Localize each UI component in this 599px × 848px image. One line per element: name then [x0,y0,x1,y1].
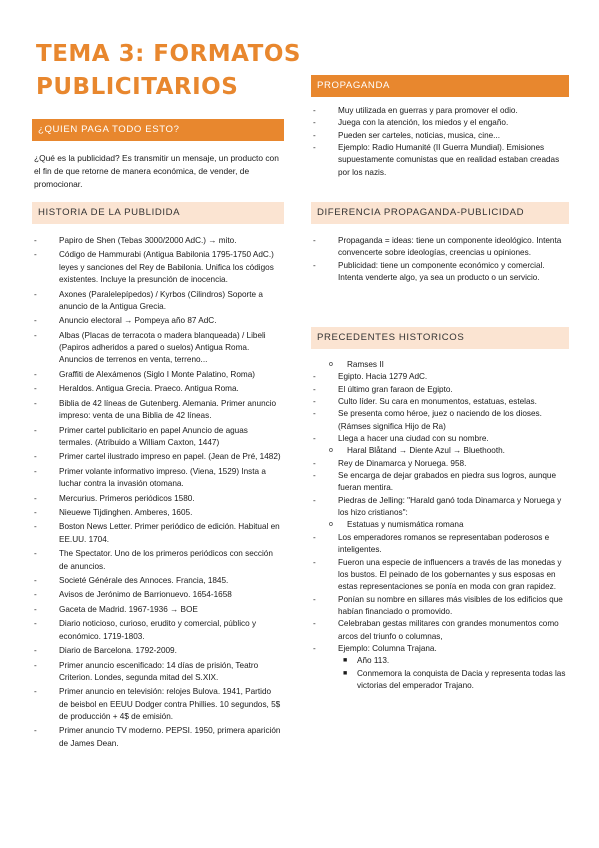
list-item [34,330,282,367]
list-item [34,686,282,723]
list-item-text: Primer cartel publicitario en papel Anuncio de aguas termales. (Atribuido a William Caxton, 1447) [59,425,248,447]
bullet-marker: - [313,130,316,140]
propaganda-list [313,105,567,179]
page-title: TEMA 3: FORMATOS PUBLICITARIOS [36,41,301,100]
list-item [313,433,567,445]
bullet-marker: - [313,594,316,604]
list-item [313,532,567,557]
list-item-text: Mercurius. Primeros periódicos 1580. [59,493,195,503]
bullet-marker: - [313,397,316,407]
list-item [313,594,567,619]
bullet-marker: - [34,316,37,326]
list-item [34,249,282,286]
who-pays-text: ¿Qué es la publicidad? Es transmitir un mensaje, un producto con el fin de que retorne de manera económica, de vender, de promocionar. [34,153,279,189]
bullet-marker: - [34,576,37,585]
bullet-marker: - [34,384,37,394]
list-item [313,359,567,371]
list-item-text: Primer anuncio TV moderno. PEPSI. 1950, primera aparición de James Dean. [59,726,281,748]
list-item [313,235,567,260]
bullet-marker: - [34,250,37,260]
list-item [313,643,567,655]
bullet-marker: - [34,236,37,245]
bullet-marker: - [313,384,316,394]
list-item-text: Anuncio electoral → Pompeya año 87 AdC. [59,316,217,326]
history-heading: HISTORIA DE LA PUBLIDIDA [32,202,284,224]
bullet-marker: o [329,447,333,455]
bullet-marker: - [34,398,37,408]
list-item-text: Pueden ser carteles, noticias, musica, cine... [338,130,501,140]
bullet-marker: - [34,660,37,670]
list-item-text: Ejemplo: Radio Humanité (II Guerra Mundial). Emisiones supuestamente comunistas que en realidad estaban creadas por los nazis. [338,143,560,177]
bullet-marker: - [313,434,316,444]
bullet-marker: - [34,466,37,476]
list-item-text: Heraldos. Antigua Grecia. Praeco. Antigua Roma. [59,384,239,394]
list-item-text: Nieuewe Tijdinghen. Amberes, 1605. [59,508,193,517]
list-item-text: Juega con la atención, los miedos y el engaño. [338,118,509,128]
bullet-marker: - [34,369,37,379]
list-item-text: Propaganda = ideas: tiene un componente ideológico. Intenta convencerte sobre ideologías, creencias u opiniones. [338,236,562,258]
list-item-text: Gaceta de Madrid. 1967-1936 → BOE [59,604,198,614]
bullet-marker: - [313,236,316,245]
list-item [34,604,282,616]
list-item-text: Estatuas y numismática romana [347,520,464,530]
list-item-text: Culto líder. Su cara en monumentos, estatuas, estelas. [338,397,537,407]
list-item [34,315,282,327]
bullet-marker: - [313,495,316,505]
history-list [34,235,282,752]
list-item-text: Boston News Letter. Primer periódico de edición. Habitual en EE.UU. 1704. [59,522,280,544]
list-item [313,557,567,594]
list-item [34,507,282,519]
bullet-marker: - [34,687,37,697]
bullet-marker: - [34,508,37,517]
list-item-text: Societé Générale des Annoces. Francia, 1845. [59,576,229,585]
list-item-text: Graffiti de Alexámenos (Siglo I Monte Palatino, Roma) [59,369,255,379]
bullet-marker: - [34,726,37,736]
bullet-marker: - [313,143,316,153]
list-item [313,260,567,285]
list-item-text: Llega a hacer una ciudad con su nombre. [338,434,489,444]
bullet-marker: o [329,521,333,529]
list-item [34,660,282,685]
bullet-marker: - [34,330,37,340]
list-item [34,618,282,643]
list-item-text: Muy utilizada en guerras y para promover el odio. [338,106,518,115]
list-item-text: The Spectator. Uno de los primeros periódicos con sección de anuncios. [59,549,273,571]
list-item-text: Conmemora la conquista de Dacia y representa todas las victorias del emperador Trajano. [357,668,566,690]
list-item [34,398,282,423]
who-pays-heading: ¿QUIEN PAGA TODO ESTO? [32,119,284,141]
list-item-text: Haral Blåtand → Diente Azul → Bluethooth. [347,446,505,456]
list-item-text: Biblia de 42 líneas de Gutenberg. Alemania. Primer anuncio impreso: venta de una Biblia de 42 líneas. [59,398,277,421]
list-item [34,493,282,505]
list-item-text: Egipto. Hacia 1279 AdC. [338,372,428,382]
list-item-text: Primer cartel ilustrado impreso en papel. (Jean de Pré, 1482) [59,452,281,462]
bullet-marker: - [313,471,316,481]
list-item [34,235,282,247]
difference-list [313,235,567,284]
list-item [34,369,282,381]
bullet-marker: - [34,549,37,559]
bullet-marker: - [313,118,316,128]
list-item-text: Fueron una especie de influencers a través de las monedas y los bustos. El peinado de los gobernantes y sus esposas en estas representaciones se ponía en moda con gran rapidez. [338,557,562,592]
list-item [313,618,567,643]
list-item [313,371,567,383]
list-item [313,105,567,117]
bullet-marker: ■ [343,657,348,665]
list-item-text: Se encarga de dejar grabados en piedra sus logros, aunque fueran mentira. [338,471,557,493]
list-item-text: Los emperadores romanos se representaban poderosos e inteligentes. [338,532,550,555]
bullet-marker: - [313,106,316,115]
list-item [34,575,282,587]
precedents-heading: PRECEDENTES HISTORICOS [311,327,569,349]
list-item-text: Ramses II [347,360,384,369]
list-item-text: Avisos de Jerónimo de Barrionuevo. 1654-1658 [59,590,232,600]
bullet-marker: - [34,425,37,435]
list-item [313,470,567,495]
precedents-list [313,359,567,692]
bullet-marker: - [313,557,316,567]
list-item [313,495,567,520]
bullet-marker: - [313,532,316,542]
bullet-marker: - [34,493,37,503]
list-item [34,383,282,395]
list-item [313,668,567,693]
list-item-text: Albas (Placas de terracota o madera blanqueada) / Libeli (Papiros adheridos a pared o suelos) Antigua Roma. Anuncios de terrenos en venta, terreno... [59,330,266,365]
difference-heading: DIFERENCIA PROPAGANDA-PUBLICIDAD [311,202,569,224]
list-item [313,408,567,420]
list-item [34,466,282,491]
list-item-text: Axones (Paralelepípedos) / Kyrbos (Cilindros) Soporte a anuncio de la Antigua Grecia. [59,289,263,311]
list-item [34,289,282,314]
list-item-text: Publicidad: tiene un componente económico y comercial. Intenta venderte algo, ya sea un producto o un servicio. [338,260,545,283]
list-item [34,425,282,450]
list-item-text: Diario noticioso, curioso, erudito y comercial, público y económico. 1719-1803. [59,619,257,641]
list-item-text: Primer anuncio escenificado: 14 días de prisión, Teatro Criterion. Londes, segunda mitad del S.XIX. [59,660,259,682]
list-item-text: Rey de Dinamarca y Noruega. 958. [338,458,467,468]
bullet-marker: - [34,604,37,614]
bullet-marker: - [34,590,37,600]
list-item [313,117,567,129]
list-item-text: Celebraban gestas militares con grandes monumentos como arcos del triunfo o columnas, [338,619,559,641]
bullet-marker: - [313,458,316,468]
list-item [313,519,567,531]
bullet-marker: - [34,619,37,629]
propaganda-heading: PROPAGANDA [311,75,569,97]
bullet-marker: - [313,372,316,382]
bullet-marker: - [34,452,37,462]
list-item [313,421,567,433]
list-item-text: Primer volante informativo impreso. (Viena, 1529) Insta a luchar contra la invasión otomana. [59,466,266,489]
list-item [313,130,567,142]
list-item-text: Código de Hammurabi (Antigua Babilonia 1795-1750 AdC.) leyes y sanciones del Rey de Babilonia. Unifica los códigos existentes. Incluye la presunción de inocencia. [59,250,274,285]
list-item [313,384,567,396]
list-item [34,589,282,601]
bullet-marker: ■ [343,669,348,677]
list-item [313,142,567,179]
bullet-marker: - [313,409,316,419]
bullet-marker: - [34,289,37,299]
list-item-text: Diario de Barcelona. 1792-2009. [59,646,177,656]
list-item-text: Primer anuncio en televisión: relojes Bulova. 1941, Partido de beisbol en EEUU Dodger contra Phillies. 10 segundos, 5$ de producción + 4$ de emisión. [59,687,281,721]
bullet-marker: - [313,643,316,653]
list-item [34,645,282,657]
list-item [313,445,567,457]
list-item [34,451,282,463]
bullet-marker: - [34,522,37,532]
list-item [313,396,567,408]
list-item-text: Ejemplo: Columna Trajana. [338,643,437,653]
list-item-text: El último gran faraon de Egipto. [338,384,453,394]
list-item-text: Año 113. [357,656,390,666]
list-item-text: Ponían su nombre en sillares más visibles de los edificios que habían financiado o promovido. [338,594,563,616]
list-item [313,655,567,667]
bullet-marker: - [313,260,316,270]
bullet-marker: - [313,619,316,629]
bullet-marker: o [329,361,333,368]
list-item-text: Se presenta como héroe, juez o naciendo de los dioses. [338,409,542,419]
list-item [34,725,282,750]
list-item-text: Papiro de Shen (Tebas 3000/2000 AdC.) → mito. [59,236,237,245]
bullet-marker: - [34,646,37,656]
list-item-text: Piedras de Jelling: "Harald ganó toda Dinamarca y Noruega y los hizo cristianos": [338,495,562,518]
list-item-text: (Rámses significa Hijo de Ra) [338,421,446,431]
list-item [313,458,567,470]
list-item [34,548,282,573]
list-item [34,521,282,546]
